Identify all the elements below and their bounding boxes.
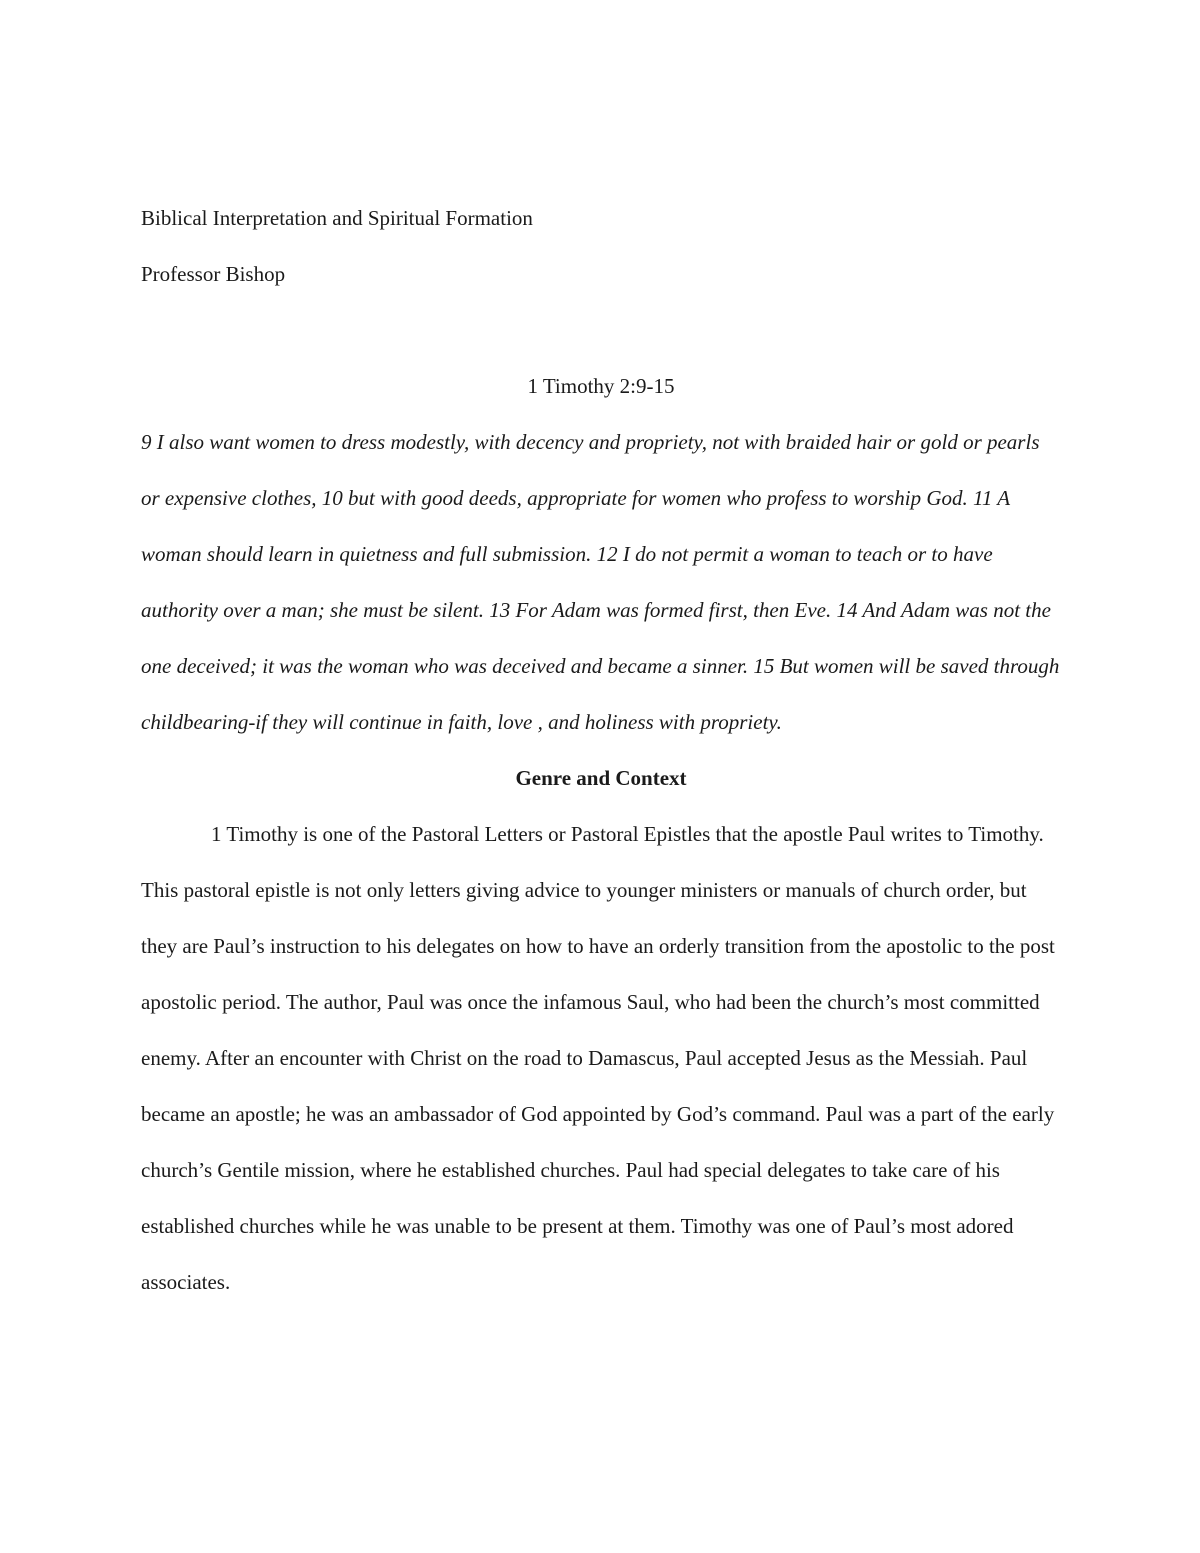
body-paragraph: 1 Timothy is one of the Pastoral Letters or Pastoral Epistles that the apostle Paul writes to Timothy. This pastoral epistle is not only letters giving advice to younger ministers or manuals of church order, but they are Paul’s instruction to his delegates on how to have an orderly transition from the apostolic to the post apostolic period. The author, Paul was once the infamous Saul, who had been the church’s most committed enemy. After an encounter with Christ on the road to Damascus, Paul accepted Jesus as the Messiah. Paul became an apostle; he was an ambassador of God appointed by God’s command. Paul was a part of the early church’s Gentile mission, where he established churches. Paul had special delegates to take care of his established churches while he was unable to be present at them. Timothy was one of Paul’s most adored associates. [141,822,1055,1294]
course-title: Biblical Interpretation and Spiritual Formation [141,206,533,230]
passage-reference: 1 Timothy 2:9-15 [527,374,675,398]
document-content [141,190,1061,1310]
section-heading: Genre and Context [515,766,687,790]
scripture-passage: 9 I also want women to dress modestly, with decency and propriety, not with braided hair or gold or pearls or expensive clothes, 10 but with good deeds, appropriate for women who profess to worship God. 11 A woman should learn in quietness and full submission. 12 I do not permit a woman to teach or to have authority over a man; she must be silent. 13 For Adam was formed first, then Eve. 14 And Adam was not the one deceived; it was the woman who was deceived and became a sinner. 15 But women will be saved through childbearing-if they will continue in faith, love , and holiness with propriety. [141,430,1060,734]
blank-line [141,302,1061,358]
professor-name: Professor Bishop [141,262,286,286]
